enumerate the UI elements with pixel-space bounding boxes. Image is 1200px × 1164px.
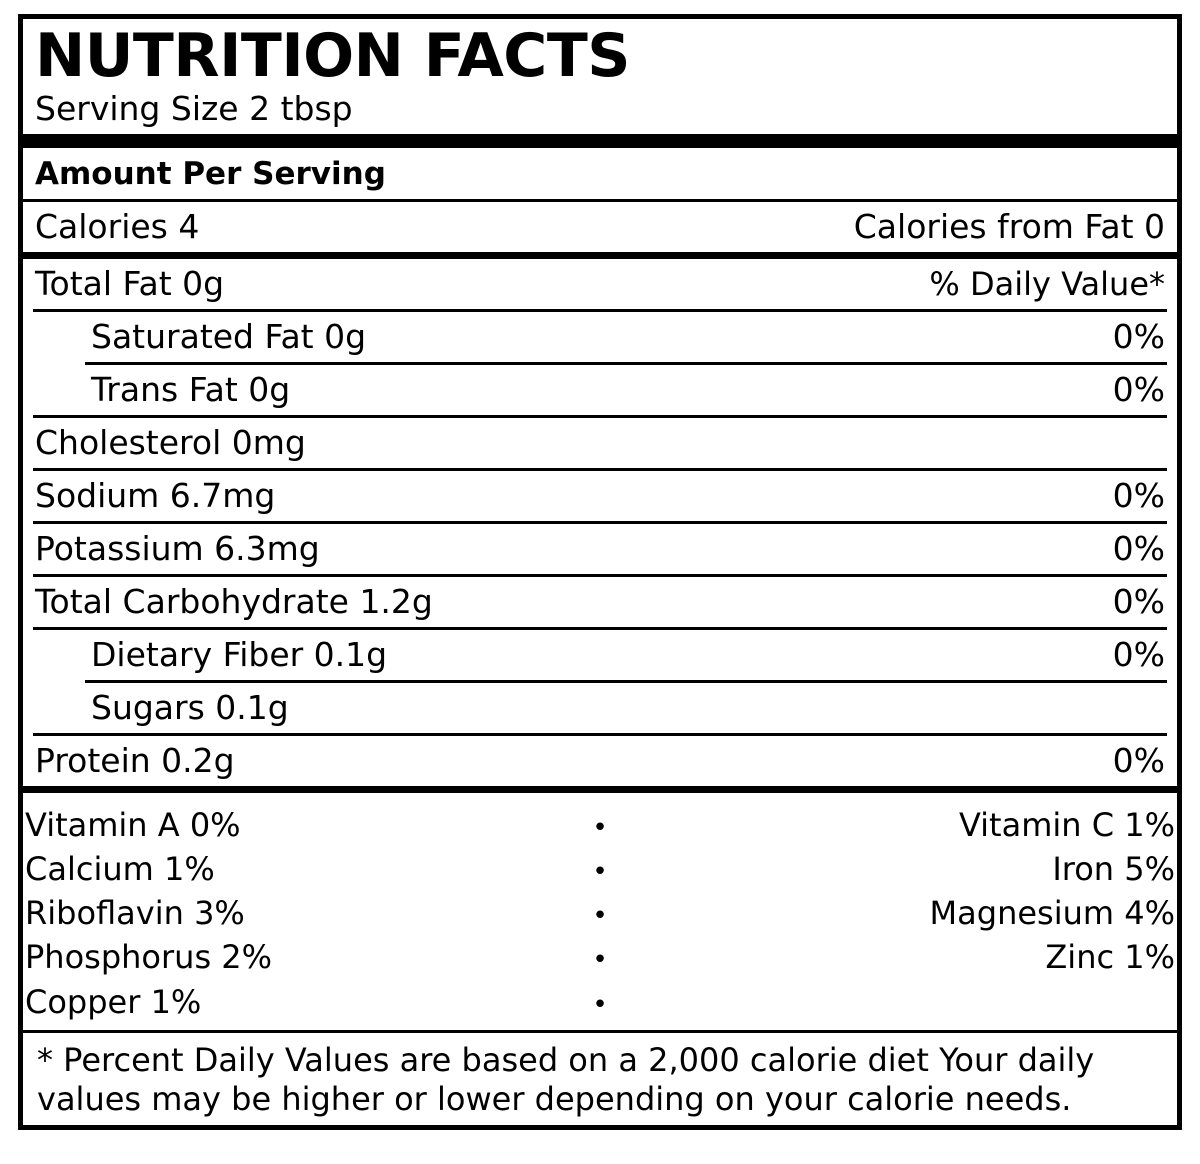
vitamin-row	[25, 891, 1175, 935]
nutrient-name: Cholesterol 0mg	[35, 422, 306, 462]
nutrient-row-protein	[33, 736, 1167, 786]
label-header	[23, 21, 1177, 128]
nutrient-name: Total Carbohydrate 1.2g	[35, 581, 433, 621]
vitamin-left: Copper 1%	[25, 982, 202, 1021]
nutrient-dv: 0%	[1112, 316, 1165, 356]
nutrient-name: Dietary Fiber 0.1g	[91, 634, 388, 674]
nutrient-dv: 0%	[1112, 369, 1165, 409]
nutrient-name: Protein 0.2g	[35, 740, 235, 780]
vitamin-row	[25, 935, 1175, 979]
calories-from-fat-value: Calories from Fat 0	[853, 206, 1165, 246]
bullet-icon: •	[592, 945, 608, 976]
serving-size: Serving Size 2 tbsp	[35, 89, 353, 128]
divider-med-2	[23, 786, 1177, 793]
vitamin-left: Vitamin A 0%	[25, 805, 241, 844]
vitamin-right: Iron 5%	[1052, 850, 1175, 889]
nutrient-row-potassium	[33, 524, 1167, 574]
nutrient-name: Total Fat 0g	[35, 263, 225, 303]
nutrient-name: Trans Fat 0g	[91, 369, 291, 409]
nutrient-row-trans-fat	[33, 365, 1167, 415]
page-title: NUTRITION FACTS	[35, 21, 630, 91]
divider-thick	[23, 134, 1177, 148]
nutrient-row-sugars	[33, 683, 1167, 733]
vitamin-row	[25, 803, 1175, 847]
vitamin-right: Magnesium 4%	[929, 894, 1175, 933]
nutrient-dv: 0%	[1112, 581, 1165, 621]
vitamin-right: Vitamin C 1%	[958, 805, 1175, 844]
divider-med-1	[23, 252, 1177, 259]
vitamin-row	[25, 980, 1175, 1024]
vitamin-row	[25, 847, 1175, 891]
vitamin-left: Riboflavin 3%	[25, 894, 245, 933]
footnote-section	[23, 1033, 1177, 1125]
nutrient-row-cholesterol	[33, 418, 1167, 468]
nutrient-row-saturated-fat	[33, 312, 1167, 362]
vitamins-section	[23, 793, 1177, 1030]
nutrient-dv: 0%	[1112, 740, 1165, 780]
daily-value-footnote: * Percent Daily Values are based on a 2,000 calorie diet Your daily values may be higher or lower depending on your calorie needs.	[37, 1040, 1095, 1118]
amount-per-serving-section	[23, 148, 1177, 199]
nutrient-name: Potassium 6.3mg	[35, 528, 320, 568]
nutrient-dv: 0%	[1112, 634, 1165, 674]
nutrient-dv: 0%	[1112, 475, 1165, 515]
nutrient-row-sodium	[33, 471, 1167, 521]
calories-value: Calories 4	[35, 206, 200, 246]
nutrient-name: Sodium 6.7mg	[35, 475, 276, 515]
nutrient-row-total-fat	[33, 259, 1167, 309]
bullet-icon: •	[592, 989, 608, 1020]
calories-row	[33, 202, 1167, 252]
vitamin-left: Calcium 1%	[25, 850, 215, 889]
amount-per-serving-label: Amount Per Serving	[35, 155, 386, 192]
nutrients-section	[23, 259, 1177, 786]
nutrient-name: Sugars 0.1g	[91, 687, 289, 727]
nutrient-row-dietary-fiber	[33, 630, 1167, 680]
vitamin-right: Zinc 1%	[1045, 938, 1175, 977]
nutrient-dv: 0%	[1112, 528, 1165, 568]
nutrient-row-total-carbohydrate	[33, 577, 1167, 627]
bullet-icon: •	[592, 857, 608, 888]
bullet-icon: •	[592, 901, 608, 932]
label-panel	[18, 14, 1182, 1130]
vitamin-left: Phosphorus 2%	[25, 938, 273, 977]
bullet-icon: •	[592, 812, 608, 843]
calories-section	[23, 202, 1177, 252]
nutrient-name: Saturated Fat 0g	[91, 316, 367, 356]
daily-value-header: % Daily Value*	[929, 264, 1165, 303]
